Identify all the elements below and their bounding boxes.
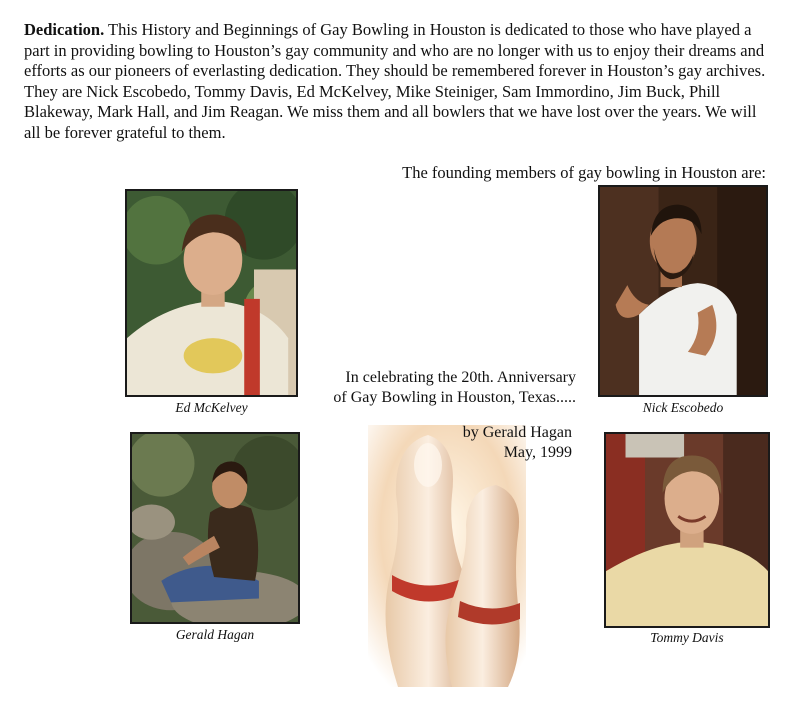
dedication-paragraph bbox=[24, 20, 776, 143]
photo-nick-escobedo bbox=[598, 185, 768, 397]
dedication-text: This History and Beginnings of Gay Bowling in Houston is dedicated to those who have played a part in providing bowling to Houston’s gay community and who are no longer with us to enjoy their dreams and efforts as our pioneers of everlasting dedication. They should be remembered forever in Houston’s gay archives. They are Nick Escobedo, Tommy Davis, Ed McKelvey, Mike Steiniger, Sam Immordino, Jim Buck, Phill Blakeway, Mark Hall, and Jim Reagan. We miss them and all bowlers that we have lost over the years. We will all be forever grateful to them. bbox=[24, 20, 766, 142]
byline-author: by Gerald Hagan bbox=[462, 424, 572, 441]
caption-tommy-davis: Tommy Davis bbox=[650, 630, 724, 645]
caption-gerald-hagan: Gerald Hagan bbox=[175, 627, 255, 642]
anniversary-text bbox=[300, 368, 576, 408]
caption-ed-mckelvey: Ed McKelvey bbox=[175, 400, 248, 415]
anniversary-line-1: In celebrating the 20th. Anniversary bbox=[345, 369, 576, 386]
byline bbox=[463, 423, 572, 463]
byline-date: May, 1999 bbox=[503, 444, 572, 461]
dedication-lead: Dedication. bbox=[24, 20, 105, 39]
anniversary-line-2: of Gay Bowling in Houston, Texas..... bbox=[333, 389, 576, 406]
photo-gerald-hagan bbox=[130, 432, 300, 624]
founders-heading: The founding members of gay bowling in Houston are: bbox=[402, 163, 766, 182]
photo-tommy-davis bbox=[604, 432, 770, 628]
bowling-pins-image bbox=[368, 425, 526, 687]
caption-nick-escobedo: Nick Escobedo bbox=[642, 400, 724, 415]
photo-ed-mckelvey bbox=[125, 189, 298, 397]
